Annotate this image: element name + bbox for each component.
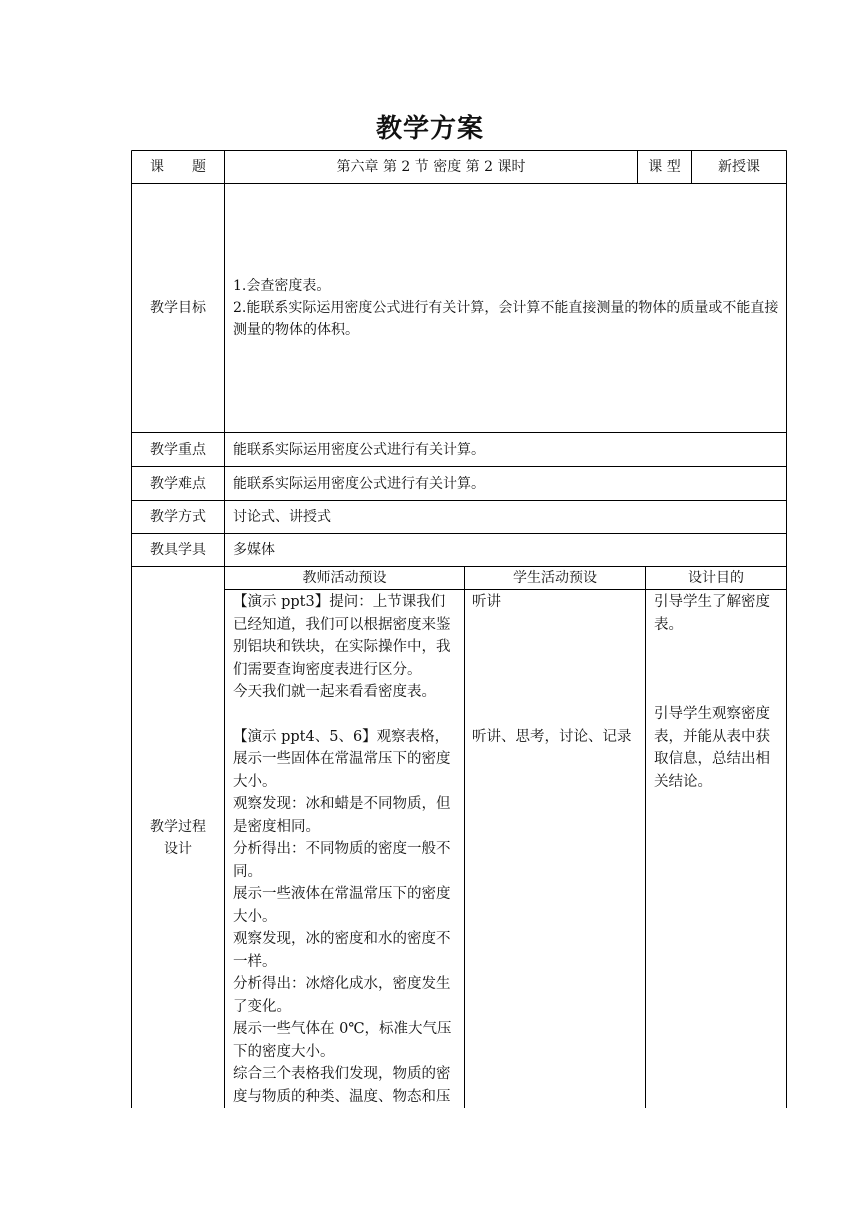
purpose-header: 设计目的 (688, 570, 744, 586)
teacher-block-1b: 今天我们就一起来看看密度表。 (233, 684, 436, 700)
process-label-line1: 教学过程 (150, 818, 206, 835)
purpose-column (646, 591, 786, 1108)
teacher-line-7: 展示一些气体在 0℃，标准大气压下的密度大小。 (233, 1021, 452, 1060)
methods-label: 教学方式 (150, 509, 206, 525)
student-header: 学生活动预设 (513, 570, 597, 586)
process-label (132, 567, 224, 1108)
topic-value: 第六章 第 2 节 密度 第 2 课时 (336, 159, 526, 175)
difficulties-label: 教学难点 (150, 475, 206, 492)
teacher-header: 教师活动预设 (302, 570, 387, 586)
lesson-type-label: 课 型 (648, 159, 681, 175)
teacher-line-2: 观察发现：冰和蜡是不同物质，但是密度相同。 (233, 796, 451, 835)
goal-item-2: 2.能联系实际运用密度公式进行有关计算，会计算不能直接测量的物体的质量或不能直接测量的物体的体积。 (233, 300, 779, 338)
teacher-line-8: 综合三个表格我们发现，物质的密度与物质的种类、温度、物态和压 (233, 1066, 451, 1105)
goals-label: 教学目标 (150, 300, 206, 316)
purpose-2: 引导学生观察密度表，并能从表中获取信息，总结出相关结论。 (654, 706, 770, 790)
teacher-activity (225, 591, 464, 1108)
teacher-line-5: 观察发现，冰的密度和水的密度不一样。 (233, 931, 451, 970)
page-title: 教学方案 (375, 114, 484, 144)
goal-item-1: 1.会查密度表。 (233, 278, 331, 294)
teacher-line-6: 分析得出：冰熔化成水，密度发生了变化。 (233, 976, 451, 1015)
student-activity (465, 591, 645, 1108)
teacher-line-1: 【演示 ppt4、5、6】观察表格，展示一些固体在常温常压下的密度大小。 (233, 728, 451, 790)
teacher-block-1: 【演示 ppt3】提问：上节课我们已经知道，我们可以根据密度来鉴别铝块和铁块，在实际操作中，我们需要查询密度表进行区分。 (233, 594, 451, 678)
key-points-label: 教学重点 (150, 441, 206, 458)
tools-label: 教具学具 (150, 542, 206, 558)
key-points-value: 能联系实际运用密度公式进行有关计算。 (233, 441, 485, 458)
topic-label: 课 题 (150, 159, 206, 175)
methods-value: 讨论式、讲授式 (233, 509, 331, 525)
teacher-line-3: 分析得出：不同物质的密度一般不同。 (233, 841, 451, 880)
student-activity-2: 听讲、思考，讨论、记录 (472, 728, 632, 745)
difficulties-value: 能联系实际运用密度公式进行有关计算。 (233, 475, 485, 492)
student-activity-1: 听讲 (472, 594, 501, 610)
process-label-line2: 设计 (164, 840, 192, 857)
lesson-type-value: 新授课 (718, 159, 760, 175)
purpose-1: 引导学生了解密度表。 (654, 594, 770, 633)
tools-value: 多媒体 (233, 542, 275, 558)
goals-content (225, 184, 786, 432)
teacher-line-4: 展示一些液体在常温常压下的密度大小。 (233, 886, 451, 925)
